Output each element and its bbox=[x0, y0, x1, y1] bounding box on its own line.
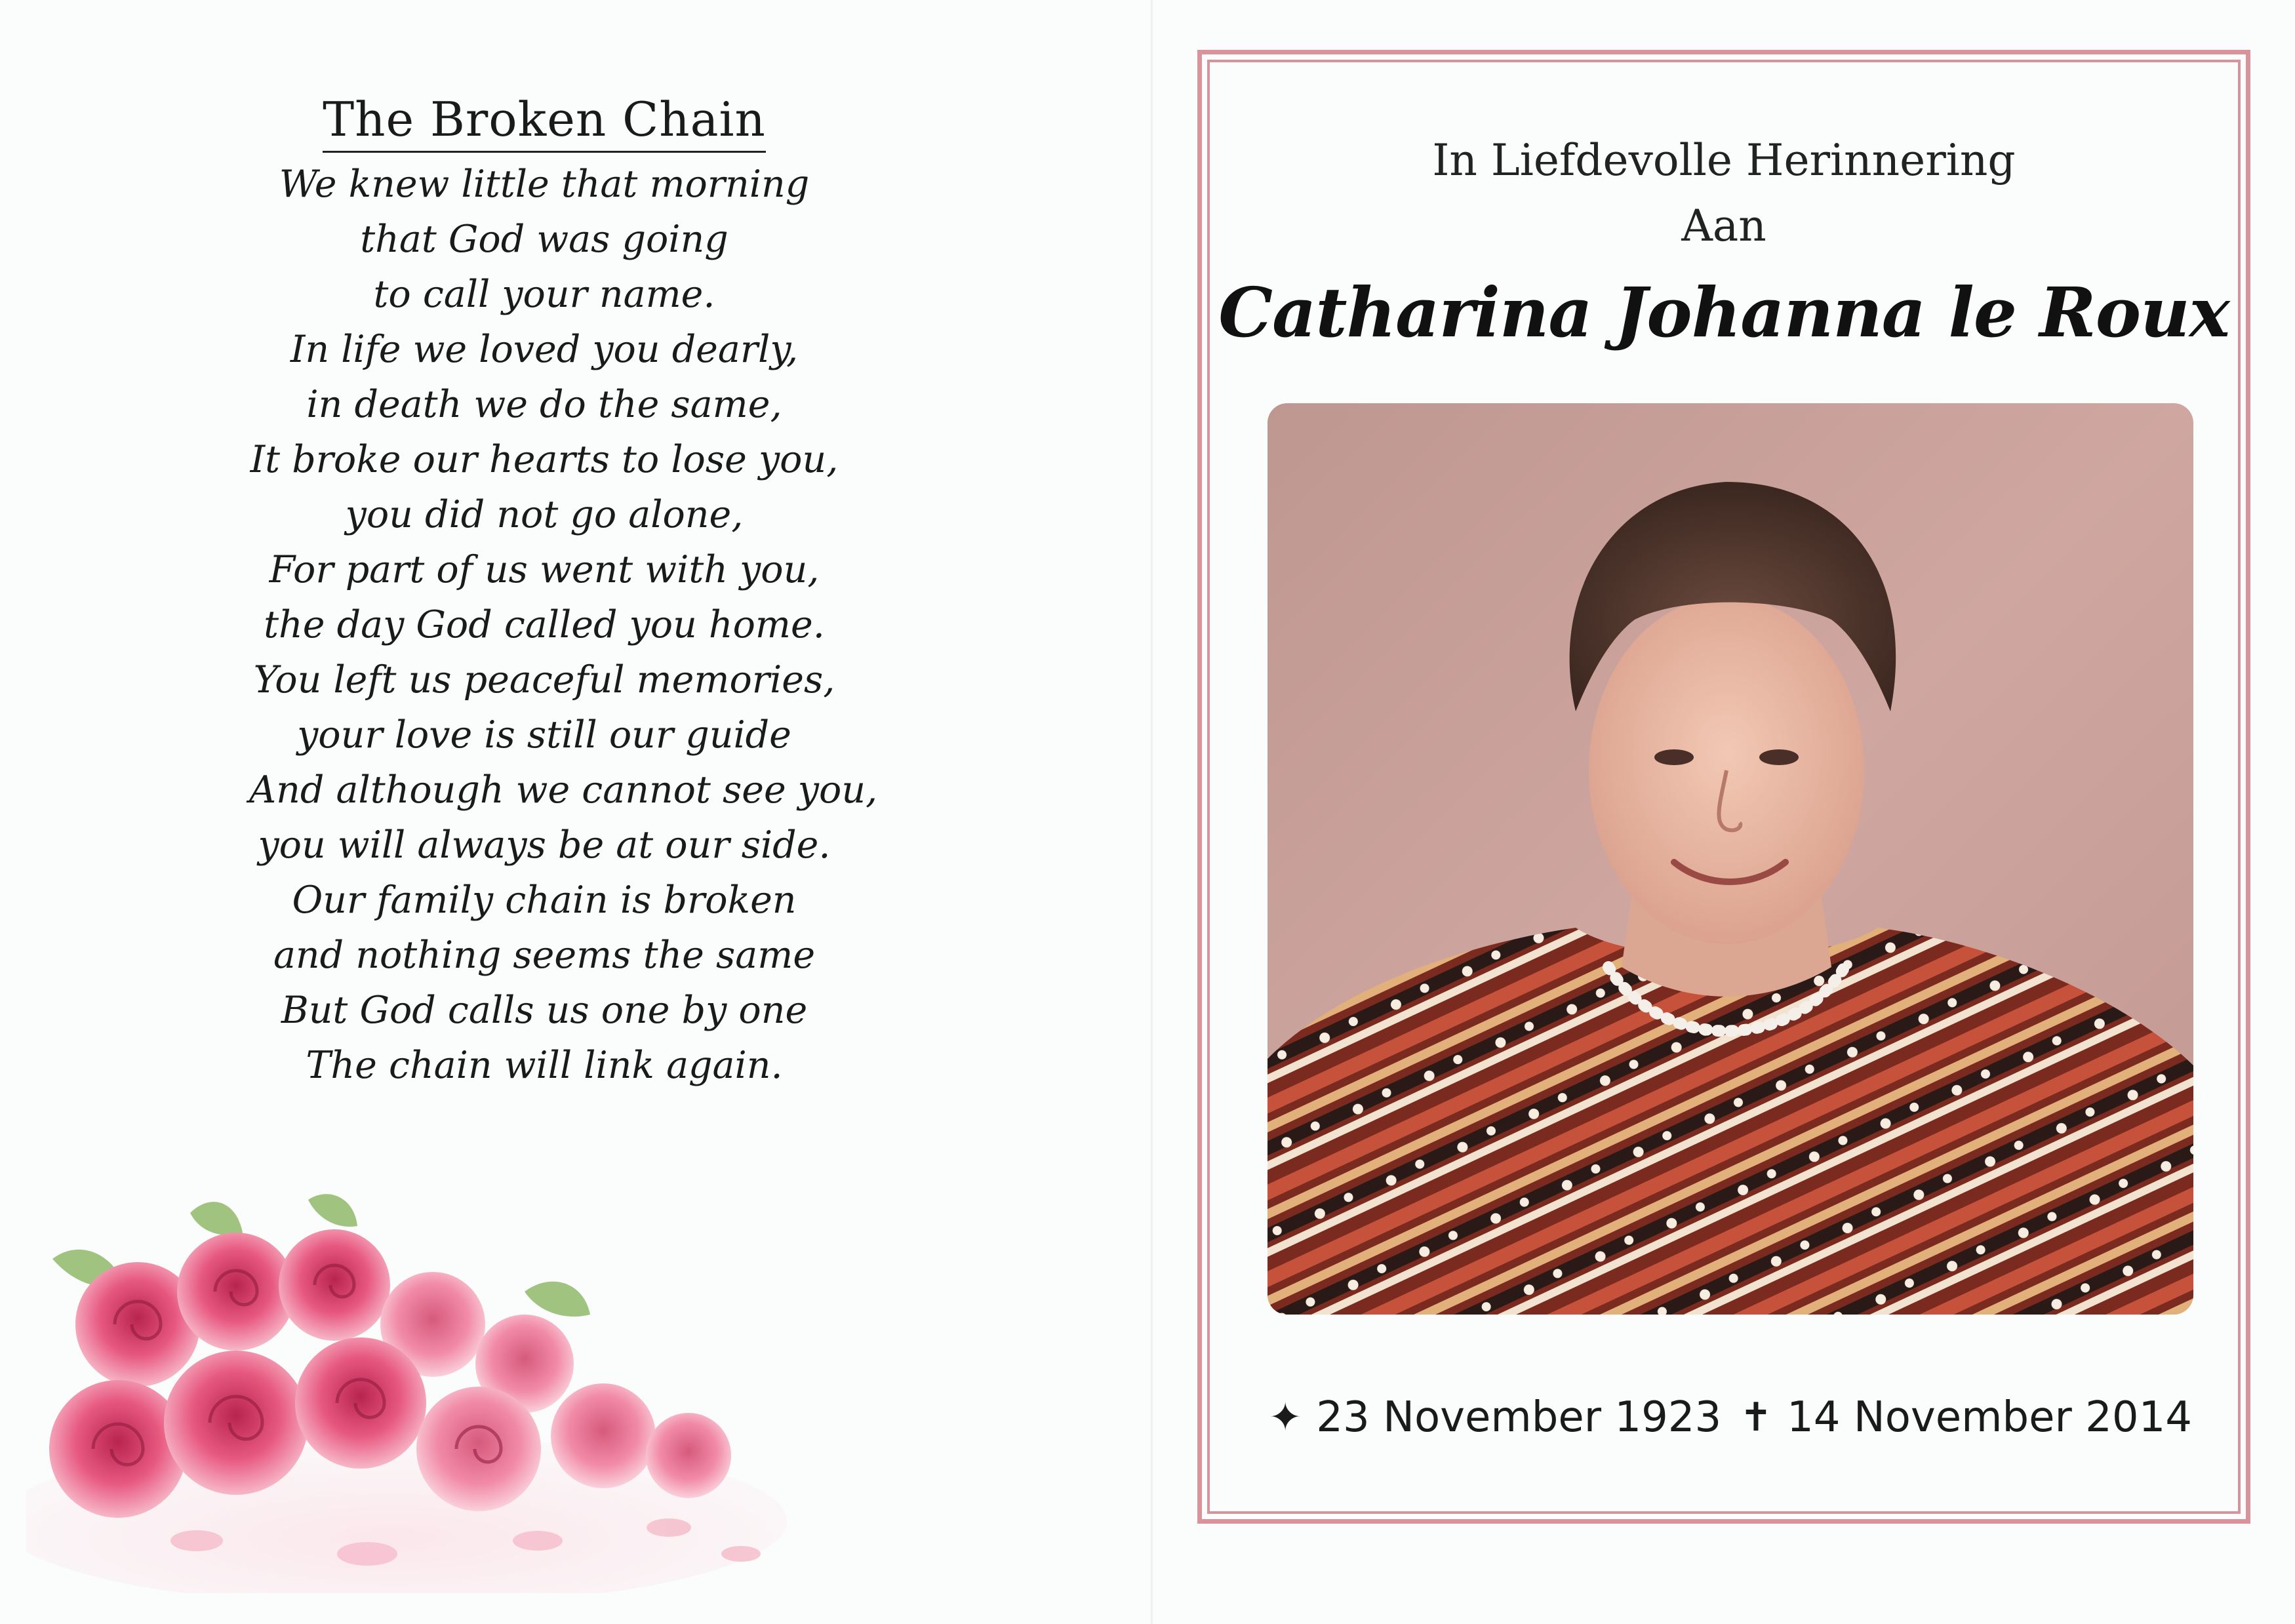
memorial-card-frame bbox=[1197, 50, 2250, 1524]
death-date-group bbox=[1740, 1393, 2192, 1442]
deceased-name: Catharina Johanna le Roux bbox=[1218, 272, 2229, 353]
poem-line: you will always be at our side. bbox=[258, 823, 831, 867]
poem-line: you did not go alone, bbox=[345, 493, 744, 536]
poem-line: And although we cannot see you, bbox=[249, 768, 878, 812]
four-point-star-icon: ✦ bbox=[1269, 1395, 1302, 1440]
poem-panel bbox=[249, 92, 878, 1093]
poem-line: You left us peaceful memories, bbox=[253, 658, 835, 702]
poem-title: The Broken Chain bbox=[323, 92, 766, 153]
life-dates bbox=[1269, 1393, 2192, 1442]
poem-line: But God calls us one by one bbox=[281, 989, 808, 1032]
poem-line: that God was going bbox=[360, 218, 728, 261]
poem-line: in death we do the same, bbox=[306, 383, 782, 426]
poem-line: For part of us went with you, bbox=[269, 548, 820, 591]
heading-line-2: Aan bbox=[1681, 201, 1766, 251]
poem-line: your love is still our guide bbox=[297, 713, 791, 757]
poem-line: We knew little that morning bbox=[279, 163, 810, 206]
memorial-card bbox=[1207, 60, 2241, 1514]
roses-illustration bbox=[26, 1174, 787, 1593]
fold-line bbox=[1151, 0, 1153, 1624]
poem-line: Our family chain is broken bbox=[292, 879, 797, 922]
heading-line-1: In Liefdevolle Herinnering bbox=[1432, 135, 2016, 186]
portrait-photo bbox=[1267, 403, 2193, 1315]
poem-line: In life we loved you dearly, bbox=[290, 328, 799, 371]
cross-icon: ✝ bbox=[1739, 1395, 1773, 1440]
birth-date-group bbox=[1269, 1393, 1721, 1442]
death-date: 14 November 2014 bbox=[1787, 1393, 2192, 1442]
poem-line: It broke our hearts to lose you, bbox=[250, 438, 839, 481]
poem-line: and nothing seems the same bbox=[273, 934, 816, 977]
poem-lines bbox=[249, 157, 878, 1093]
card-heading bbox=[1210, 128, 2238, 259]
poem-line: to call your name. bbox=[373, 273, 715, 316]
poem-line: The chain will link again. bbox=[306, 1044, 783, 1087]
poem-line: the day God called you home. bbox=[264, 603, 825, 646]
birth-date: 23 November 1923 bbox=[1316, 1393, 1722, 1442]
